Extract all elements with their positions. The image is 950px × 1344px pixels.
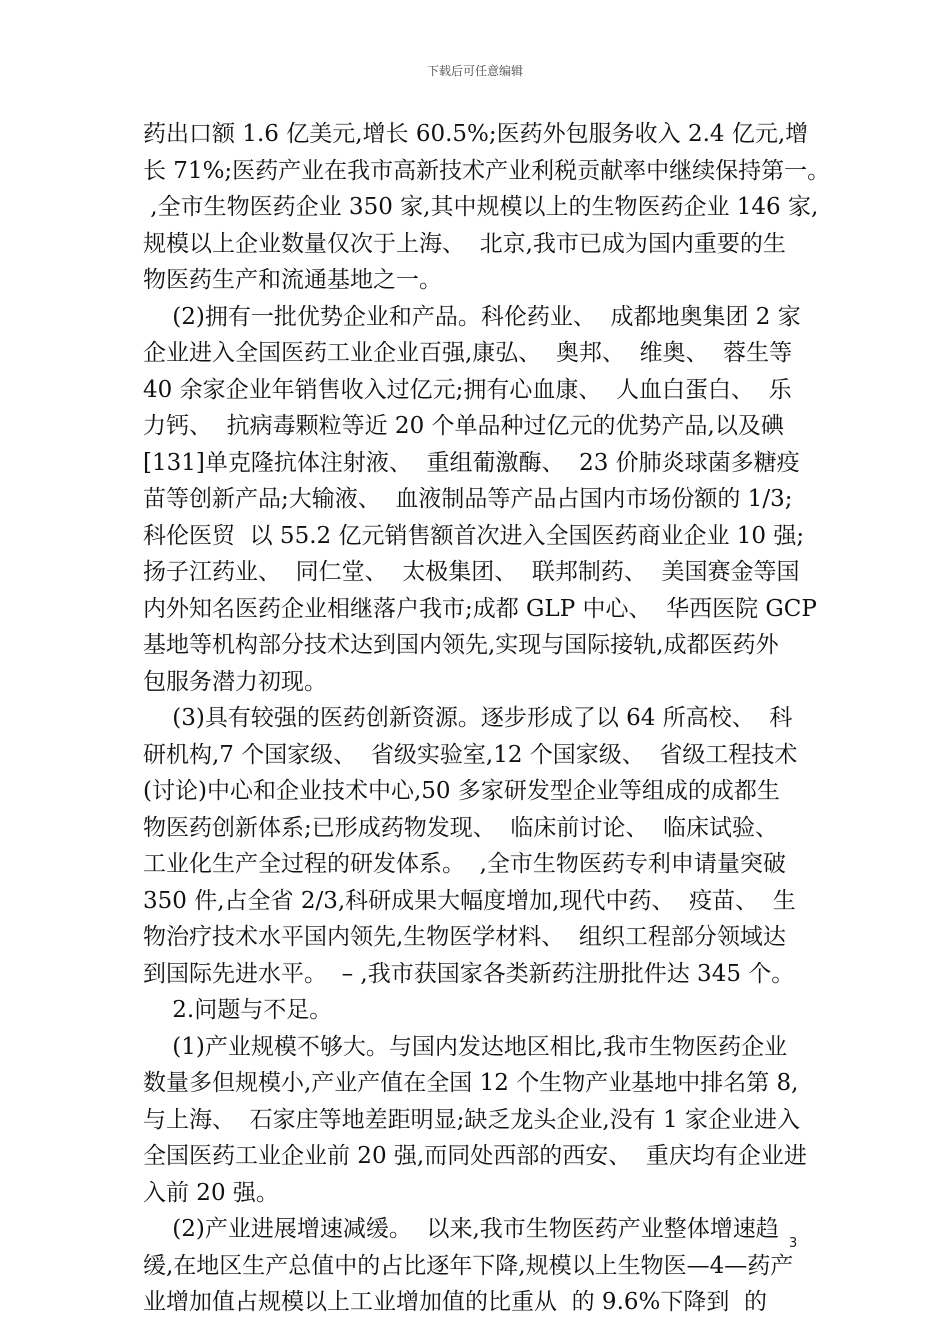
text-line: 全国医药工业企业前 20 强,而同处西部的西安、 重庆均有企业进: [143, 1143, 807, 1169]
text-line: 研机构,7 个国家级、 省级实验室,12 个国家级、 省级工程技术: [143, 741, 798, 768]
text-line: [131]单克隆抗体注射液、 重组葡激酶、 23 价肺炎球菌多糖疫: [143, 449, 800, 476]
text-line: 基地等机构部分技术达到国内领先,实现与国际接轨,成都医药外: [143, 632, 779, 658]
text-line: (3)具有较强的医药创新资源。逐步形成了以 64 所高校、 科: [143, 705, 793, 731]
text-line: (讨论)中心和企业技术中心,50 多家研发型企业等组成的成都生: [143, 778, 780, 804]
text-line: 力钙、 抗病毒颗粒等近 20 个单品种过亿元的优势产品,以及碘: [143, 413, 784, 439]
text-line: 业增加值占规模以上工业增加值的比重从 的 9.6%下降到 的: [143, 1289, 767, 1315]
text-line: 长 71%;医药产业在我市高新技术产业利税贡献率中继续保持第一。: [143, 157, 831, 184]
text-line: 物医药生产和流通基地之一。: [143, 267, 442, 293]
text-line: 科伦医贸 以 55.2 亿元销售额首次进入全国医药商业企业 10 强;: [143, 522, 805, 549]
text-line: 规模以上企业数量仅次于上海、 北京,我市已成为国内重要的生: [143, 230, 786, 257]
text-line: 2.问题与不足。: [143, 997, 333, 1023]
text-line: 数量多但规模小,产业产值在全国 12 个生物产业基地中排名第 8,: [143, 1070, 799, 1096]
text-line: 物治疗技术水平国内领先,生物医学材料、 组织工程部分领域达: [143, 924, 786, 950]
text-line: (2)拥有一批优势企业和产品。科伦药业、 成都地奥集团 2 家: [143, 303, 801, 330]
document-body: [143, 116, 831, 1321]
text-line: 工业化生产全过程的研发体系。 ,全市生物医药专利申请量突破: [143, 851, 786, 877]
text-line: 药出口额 1.6 亿美元,增长 60.5%;医药外包服务收入 2.4 亿元,增: [143, 121, 809, 147]
text-line: 物医药创新体系;已形成药物发现、 临床前讨论、 临床试验、: [143, 814, 778, 841]
text-line: 缓,在地区生产总值中的占比逐年下降,规模以上生物医—4—药产: [143, 1252, 794, 1279]
text-line: 到国际先进水平。 – ,我市获国家各类新药注册批件达 345 个。: [143, 960, 795, 987]
text-line: 与上海、 石家庄等地差距明显;缺乏龙头企业,没有 1 家企业进入: [143, 1106, 800, 1133]
text-line: 350 件,占全省 2/3,科研成果大幅度增加,现代中药、 疫苗、 生: [143, 887, 796, 914]
page-header: 下载后可任意编辑: [426, 64, 523, 78]
text-line: 包服务潜力初现。: [143, 668, 327, 695]
text-line: 扬子江药业、 同仁堂、 太极集团、 联邦制药、 美国赛金等国: [143, 559, 800, 585]
text-line: (1)产业规模不够大。与国内发达地区相比,我市生物医药企业: [143, 1033, 788, 1060]
text-line: 企业进入全国医药工业企业百强,康弘、 奥邦、 维奥、 蓉生等: [143, 340, 793, 366]
text-line: 入前 20 强。: [143, 1179, 279, 1206]
text-line: 40 余家企业年销售收入过亿元;拥有心血康、 人血白蛋白、 乐: [143, 376, 792, 403]
text-line: 内外知名医药企业相继落户我市;成都 GLP 中心、 华西医院 GCP: [143, 595, 817, 622]
text-line: ,全市生物医药企业 350 家,其中规模以上的生物医药企业 146 家,: [143, 194, 819, 220]
page-number: 3: [789, 1236, 798, 1251]
text-line: 苗等创新产品;大输液、 血液制品等产品占国内市场份额的 1/3;: [143, 486, 793, 512]
text-line: (2)产业进展增速减缓。 以来,我市生物医药产业整体增速趋: [143, 1216, 779, 1242]
